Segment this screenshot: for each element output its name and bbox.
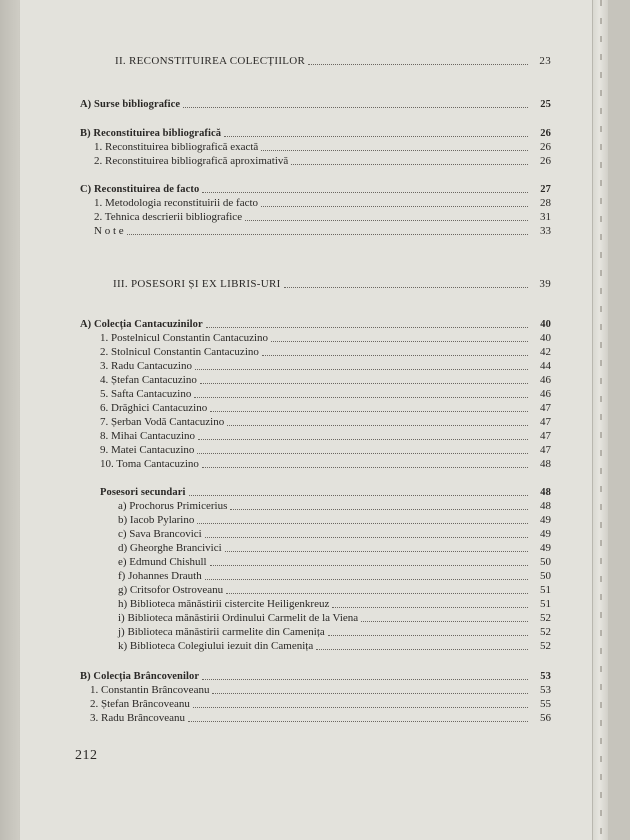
toc-entry-page: 47 [540, 402, 551, 414]
toc-leader-dots [200, 383, 528, 384]
toc-entry-label: 8. Mihai Cantacuzino [100, 430, 196, 442]
toc-entry-reconstituirea-de-facto [80, 183, 551, 196]
toc-entry-critsofor-ostroveanu [118, 584, 551, 597]
toc-entry-label: a) Prochorus Primicerius [118, 500, 228, 512]
toc-leader-dots [205, 579, 528, 580]
toc-entry-biblioteca-carmelit-viena [118, 612, 551, 625]
toc-entry-page: 31 [540, 211, 551, 223]
toc-entry-stolnicul-constantin [100, 346, 551, 359]
toc-entry-page: 53 [540, 684, 551, 696]
toc-entry-label: A) Colecția Cantacuzinilor [80, 319, 203, 330]
toc-entry-page: 46 [540, 374, 551, 386]
toc-entry-page: 47 [540, 416, 551, 428]
toc-entry-tehnica-descrierii [94, 211, 551, 224]
toc-entry-stefan-cantacuzino [100, 374, 551, 387]
toc-entry-mihai-cantacuzino [100, 430, 551, 443]
binding-stitches [600, 0, 602, 840]
toc-entry-label: c) Sava Brancovici [118, 528, 202, 540]
toc-entry-biblioteca-colegiului-iezuit [118, 640, 551, 653]
toc-entry-page: 40 [540, 332, 551, 344]
toc-leader-dots [226, 593, 528, 594]
toc-entry-label: II. RECONSTITUIREA COLECȚIILOR [115, 55, 306, 67]
toc-leader-dots [198, 439, 528, 440]
toc-entry-radu-brancoveanu [90, 712, 551, 725]
toc-entry-postelnicul-constantin [100, 332, 551, 345]
toc-entry-colectia-cantacuzinilor [80, 318, 551, 331]
toc-leader-dots [210, 565, 528, 566]
toc-leader-dots [197, 453, 528, 454]
scan-background-right [608, 0, 630, 840]
toc-leader-dots [193, 707, 528, 708]
toc-leader-dots [261, 206, 528, 207]
toc-leader-dots [291, 164, 528, 165]
toc-leader-dots [183, 107, 528, 108]
toc-entry-label: f) Johannes Drauth [118, 570, 202, 582]
toc-entry-radu-cantacuzino [100, 360, 551, 373]
toc-entry-page: 56 [540, 712, 551, 724]
toc-entry-page: 40 [540, 319, 551, 330]
toc-entry-label: k) Biblioteca Colegiului iezuit din Camenița [118, 640, 314, 652]
toc-entry-page: 49 [540, 528, 551, 540]
toc-leader-dots [202, 679, 528, 680]
toc-entry-label: d) Gheorghe Brancivici [118, 542, 222, 554]
toc-entry-page: 44 [540, 360, 551, 372]
toc-entry-label: III. POSESORI ȘI EX LIBRIS-URI [113, 278, 281, 290]
toc-entry-page: 49 [540, 514, 551, 526]
toc-entry-sava-brancovici [118, 528, 551, 541]
toc-entry-page: 26 [540, 155, 551, 167]
toc-entry-page: 53 [540, 671, 551, 682]
toc-entry-page: 47 [540, 444, 551, 456]
toc-entry-label: 3. Radu Brâncoveanu [90, 712, 185, 724]
toc-entry-metodologia [94, 197, 551, 210]
toc-entry-page: 52 [540, 612, 551, 624]
toc-leader-dots [245, 220, 528, 221]
toc-entry-note [94, 225, 551, 238]
toc-entry-label: i) Biblioteca mănăstirii Ordinului Carmelit de la Viena [118, 612, 359, 624]
toc-entry-label: 1. Reconstituirea bibliografică exactă [94, 141, 259, 153]
toc-entry-label: h) Biblioteca mănăstirii cistercite Heiligenkreuz [118, 598, 330, 610]
toc-entry-toma-cantacuzino [100, 458, 551, 471]
toc-entry-page: 26 [540, 141, 551, 153]
toc-entry-label: 6. Drăghici Cantacuzino [100, 402, 208, 414]
toc-entry-page: 51 [540, 598, 551, 610]
toc-leader-dots [197, 523, 528, 524]
toc-entry-page: 42 [540, 346, 551, 358]
toc-entry-page: 51 [540, 584, 551, 596]
toc-entry-label: B) Reconstituirea bibliografică [80, 128, 222, 139]
toc-leader-dots [316, 649, 528, 650]
toc-entry-matei-cantacuzino [100, 444, 551, 457]
toc-leader-dots [271, 341, 528, 342]
toc-entry-label: 4. Ștefan Cantacuzino [100, 374, 197, 386]
toc-entry-iacob-pylarino [118, 514, 551, 527]
toc-entry-reconstituirea-aproximativa [94, 155, 551, 168]
toc-entry-page: 26 [540, 128, 551, 139]
toc-leader-dots [262, 355, 528, 356]
toc-entry-page: 52 [540, 640, 551, 652]
toc-entry-stefan-brancoveanu [90, 698, 551, 711]
toc-entry-page: 27 [540, 184, 551, 195]
toc-leader-dots [227, 425, 528, 426]
toc-entry-label: j) Biblioteca mănăstirii carmelite din Camenița [118, 626, 325, 638]
toc-entry-page: 23 [539, 55, 551, 67]
toc-entry-label: Posesori secundari [100, 487, 186, 498]
toc-entry-label: 10. Toma Cantacuzino [100, 458, 199, 470]
toc-entry-page: 47 [540, 430, 551, 442]
toc-leader-dots [206, 327, 528, 328]
toc-leader-dots [261, 150, 528, 151]
toc-entry-page: 49 [540, 542, 551, 554]
toc-leader-dots [328, 635, 528, 636]
toc-leader-dots [225, 551, 528, 552]
toc-leader-dots [332, 607, 528, 608]
toc-leader-dots [194, 397, 528, 398]
toc-entry-label: b) Iacob Pylarino [118, 514, 195, 526]
toc-entry-page: 48 [540, 500, 551, 512]
toc-entry-label: A) Surse bibliografice [80, 99, 181, 110]
toc-leader-dots [127, 234, 528, 235]
toc-entry-page: 25 [540, 99, 551, 110]
toc-entry-label: g) Critsofor Ostroveanu [118, 584, 224, 596]
toc-entry-page: 50 [540, 570, 551, 582]
toc-entry-page: 52 [540, 626, 551, 638]
toc-leader-dots [188, 721, 528, 722]
toc-leader-dots [195, 369, 528, 370]
toc-entry-reconstituirea-exacta [94, 141, 551, 154]
toc-leader-dots [361, 621, 528, 622]
toc-entry-label: B) Colecția Brâncovenilor [80, 671, 200, 682]
toc-leader-dots [210, 411, 528, 412]
toc-entry-label: 2. Ștefan Brâncoveanu [90, 698, 190, 710]
toc-entry-posesori-secundari [100, 486, 551, 499]
toc-leader-dots [308, 64, 528, 65]
toc-entry-label: 2. Reconstituirea bibliografică aproximativă [94, 155, 289, 167]
toc-entry-biblioteca-heiligenkreuz [118, 598, 551, 611]
toc-entry-johannes-drauth [118, 570, 551, 583]
toc-entry-colectia-brancovenilor [80, 670, 551, 683]
toc-entry-page: 39 [539, 278, 551, 290]
toc-entry-label: 1. Postelnicul Constantin Cantacuzino [100, 332, 269, 344]
toc-entry-safta-cantacuzino [100, 388, 551, 401]
toc-entry-biblioteca-carmelite-camenita [118, 626, 551, 639]
toc-leader-dots [224, 136, 528, 137]
toc-entry-label: e) Edmund Chishull [118, 556, 207, 568]
toc-entry-posesori-si-ex-libris [113, 278, 551, 291]
toc-leader-dots [212, 693, 528, 694]
toc-leader-dots [205, 537, 528, 538]
toc-entry-label: 9. Matei Cantacuzino [100, 444, 195, 456]
toc-entry-label: N o t e [94, 225, 124, 237]
toc-entry-surse-bibliografice [80, 98, 551, 111]
toc-leader-dots [230, 509, 528, 510]
page-number: 212 [75, 748, 98, 763]
toc-leader-dots [284, 287, 528, 288]
toc-leader-dots [202, 192, 528, 193]
toc-entry-page: 50 [540, 556, 551, 568]
toc-entry-label: 1. Constantin Brâncoveanu [90, 684, 210, 696]
toc-entry-reconstituirea-colectiilor [115, 55, 551, 68]
toc-entry-label: 2. Tehnica descrierii bibliografice [94, 211, 243, 223]
toc-entry-label: 3. Radu Cantacuzino [100, 360, 192, 372]
toc-entry-gheorghe-brancivici [118, 542, 551, 555]
toc-entry-reconstituirea-bibliografica [80, 127, 551, 140]
toc-entry-label: 1. Metodologia reconstituirii de facto [94, 197, 259, 209]
toc-entry-prochorus [118, 500, 551, 513]
toc-entry-page: 48 [540, 458, 551, 470]
toc-entry-label: 5. Safta Cantacuzino [100, 388, 192, 400]
toc-entry-page: 48 [540, 487, 551, 498]
toc-entry-page: 33 [540, 225, 551, 237]
toc-entry-serban-voda [100, 416, 551, 429]
toc-entry-edmund-chishull [118, 556, 551, 569]
toc-leader-dots [189, 495, 528, 496]
toc-entry-page: 28 [540, 197, 551, 209]
toc-entry-label: 2. Stolnicul Constantin Cantacuzino [100, 346, 259, 358]
toc-entry-page: 55 [540, 698, 551, 710]
toc-entry-label: 7. Șerban Vodă Cantacuzino [100, 416, 225, 428]
toc-entry-draghici-cantacuzino [100, 402, 551, 415]
toc-entry-page: 46 [540, 388, 551, 400]
toc-leader-dots [202, 467, 528, 468]
toc-entry-constantin-brancoveanu [90, 684, 551, 697]
scan-background-left [0, 0, 20, 840]
toc-entry-label: C) Reconstituirea de facto [80, 184, 200, 195]
